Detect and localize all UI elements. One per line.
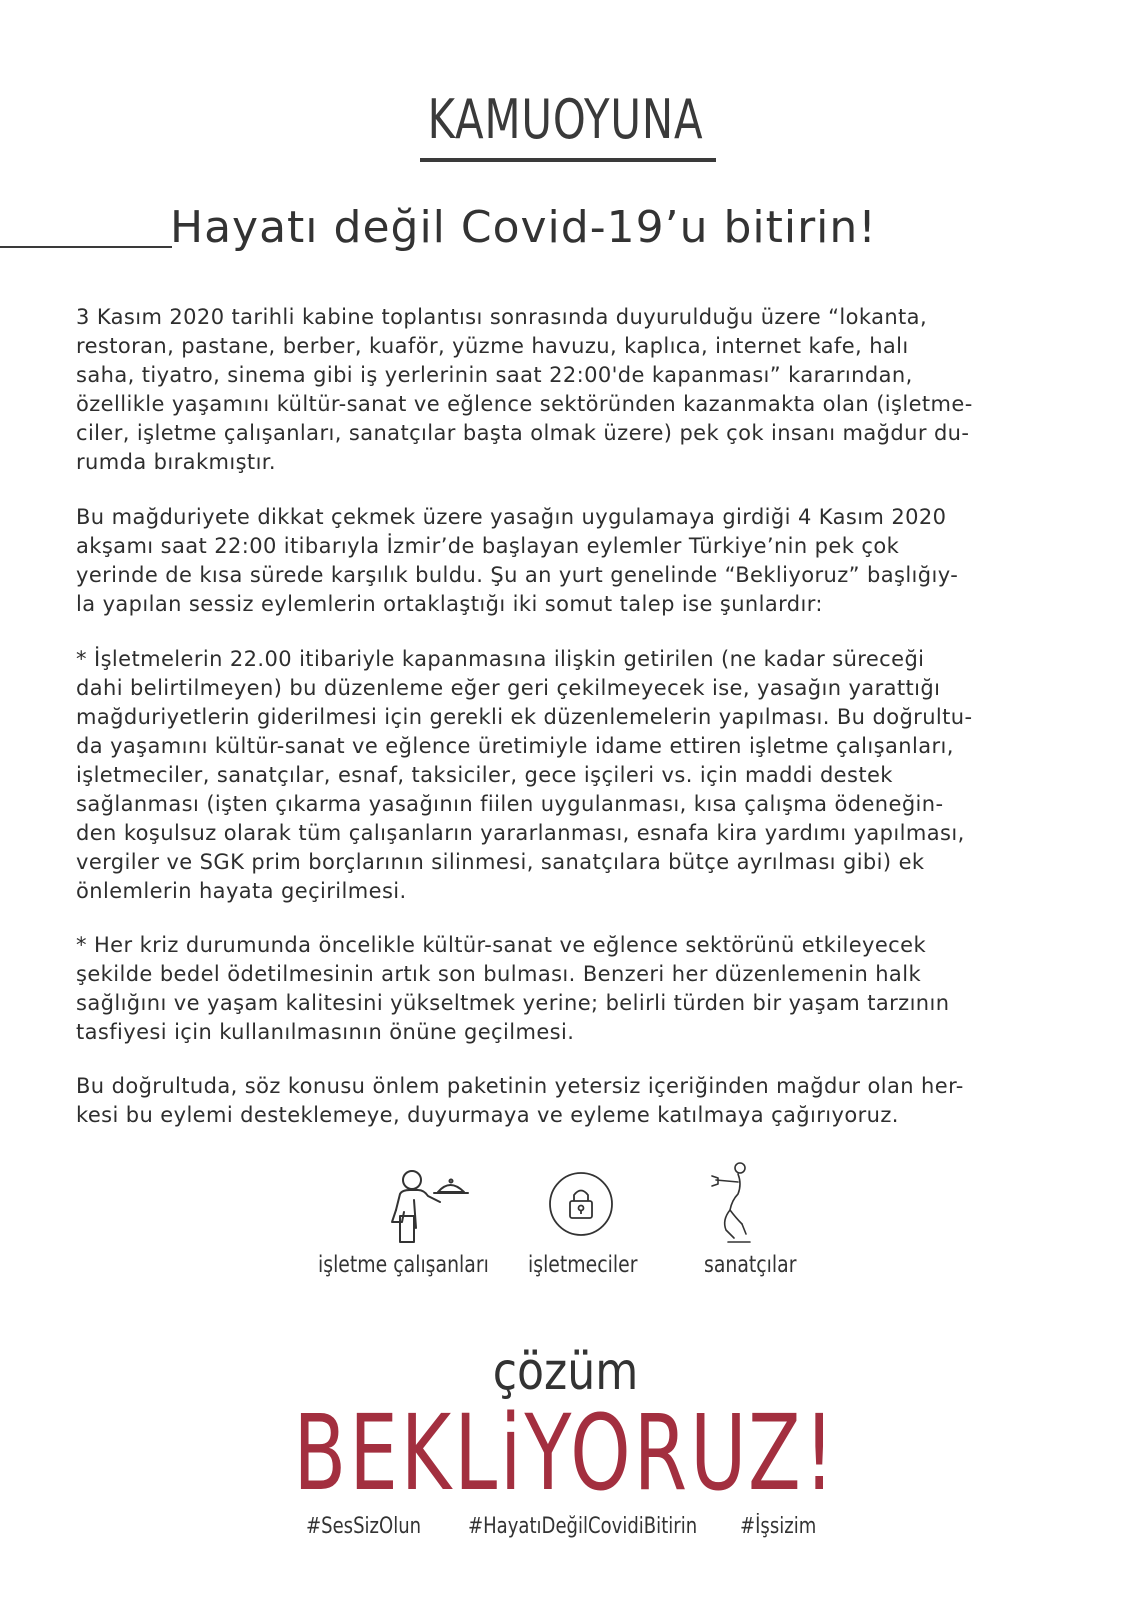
text-line: önlemlerin hayata geçirilmesi. [76, 879, 407, 903]
text-line: özellikle yaşamını kültür-sanat ve eğlence sektöründen kazanmakta olan (işletme- [76, 392, 973, 416]
text-line: sağlığını ve yaşam kalitesini yükseltmek yerine; belirli türden bir yaşam tarzının [76, 991, 950, 1015]
text-line: yerinde de kısa sürede karşılık buldu. Şu an yurt genelinde “Bekliyoruz” başlığıy- [76, 563, 959, 587]
hashtag-sessizolun: #SesSizOlun [306, 1514, 422, 1539]
musician-icon [708, 1160, 756, 1246]
text-line: vergiler ve SGK prim borçlarının silinmesi, sanatçılara bütçe ayrılması gibi) ek [76, 850, 925, 874]
hashtag-issizim: #İşsizim [740, 1514, 817, 1539]
text-line: saha, tiyatro, sinema gibi iş yerlerinin saat 22:00'de kapanması” kararından, [76, 363, 913, 387]
text-line: da yaşamını kültür-sanat ve eğlence üretimiyle idame ettiren işletme çalışanları, [76, 734, 954, 758]
text-line: * Her kriz durumunda öncelikle kültür-sanat ve eğlence sektörünü etkileyecek [76, 933, 927, 957]
text-line: rumda bırakmıştır. [76, 450, 276, 474]
text-line: tasfiyesi için kullanılmasının önüne geçilmesi. [76, 1020, 575, 1044]
cozum-text: çözüm [492, 1342, 639, 1402]
bekliyoruz-text: BEKLiYORUZ! [293, 1392, 838, 1514]
icon-label-isletmeciler: işletmeciler [528, 1252, 638, 1278]
title-underline [420, 158, 716, 162]
paragraph-5 [76, 1072, 1066, 1130]
text-line: * İşletmelerin 22.00 itibariyle kapanmasına ilişkin getirilen (ne kadar süreceği [76, 647, 925, 671]
text-line: kesi bu eylemi desteklemeye, duyurmaya ve eyleme katılmaya çağırıyoruz. [76, 1103, 899, 1127]
text-line: işletmeciler, sanatçılar, esnaf, taksiciler, gece işçileri vs. için maddi destek [76, 763, 893, 787]
icon-label-sanatcilar: sanatçılar [704, 1252, 797, 1278]
paragraph-2 [76, 503, 1066, 619]
paragraph-3 [76, 645, 1066, 906]
text-line: şekilde bedel ödetilmesinin artık son bulması. Benzeri her düzenlemenin halk [76, 962, 922, 986]
text-line: mağduriyetlerin giderilmesi için gerekli ek düzenlemelerin yapılması. Bu doğrultu- [76, 705, 973, 729]
hashtag-hayatidegilcovidibitirin: #HayatıDeğilCovidiBitirin [468, 1514, 698, 1539]
text-line: 3 Kasım 2020 tarihli kabine toplantısı sonrasında duyurulduğu üzere “lokanta, [76, 305, 928, 329]
lock-icon [548, 1171, 614, 1237]
subtitle: Hayatı değil Covid-19’u bitirin! [170, 202, 877, 253]
text-line: la yapılan sessiz eylemlerin ortaklaştığı iki somut talep ise şunlardır: [76, 592, 823, 616]
page-title: KAMUOYUNA [427, 88, 704, 151]
text-line: Bu doğrultuda, söz konusu önlem paketinin yetersiz içeriğinden mağdur olan her- [76, 1074, 964, 1098]
left-rule [0, 246, 172, 248]
text-line: den koşulsuz olarak tüm çalışanların yararlanması, esnafa kira yardımı yapılması, [76, 821, 965, 845]
waiter-icon [386, 1166, 476, 1246]
paragraph-4 [76, 931, 1066, 1047]
text-line: dahi belirtilmeyen) bu düzenleme eğer geri çekilmeyecek ise, yasağın yarattığı [76, 676, 941, 700]
text-line: Bu mağduriyete dikkat çekmek üzere yasağın uygulamaya girdiği 4 Kasım 2020 [76, 505, 947, 529]
text-line: ciler, işletme çalışanları, sanatçılar başta olmak üzere) pek çok insanı mağdur du- [76, 421, 970, 445]
text-line: restoran, pastane, berber, kuaför, yüzme havuzu, kaplıca, internet kafe, halı [76, 334, 909, 358]
icon-label-isletme-calisanlari: işletme çalışanları [318, 1252, 489, 1278]
text-line: akşamı saat 22:00 itibarıyla İzmir’de başlayan eylemler Türkiye’nin pek çok [76, 534, 900, 558]
text-line: sağlanması (işten çıkarma yasağının fiilen uygulanması, kısa çalışma ödeneğin- [76, 792, 944, 816]
paragraph-1 [76, 303, 1066, 477]
